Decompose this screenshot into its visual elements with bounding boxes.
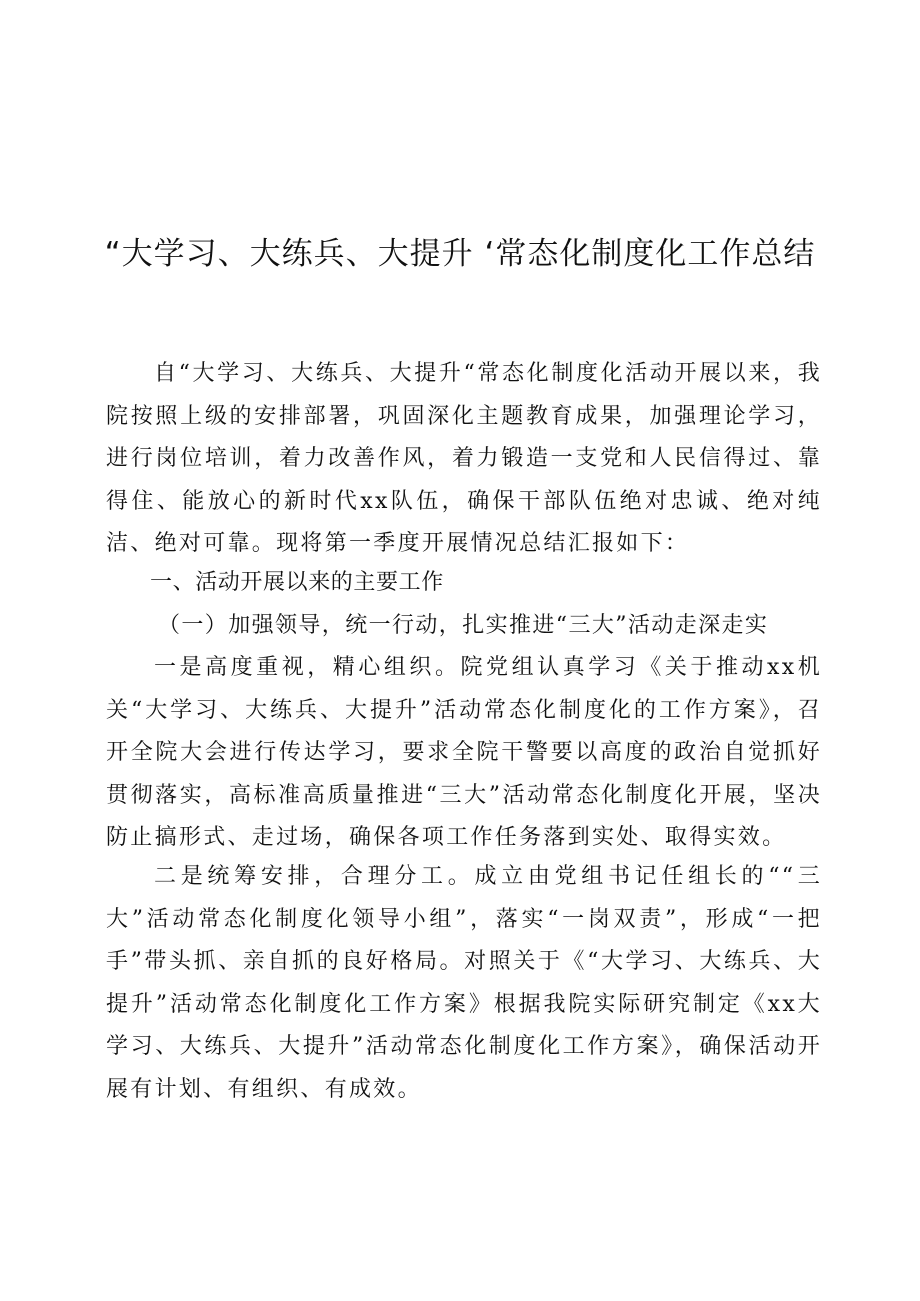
point-two-paragraph: 二是统筹安排，合理分工。成立由党组书记任组长的““三大”活动常态化制度化领导小组”，落实“一岗双责”，形成“一把手”带头抓、亲自抓的良好格局。对照关于《“大学习、大练兵、大提升”活动常态化制度化工作方案》根据我院实际研究制定《xx大学习、大练兵、大提升”活动常态化制度化工作方案》，确保活动开展有计划、有组织、有成效。 (106, 864, 822, 1102)
intro-paragraph: 自“大学习、大练兵、大提升“常态化制度化活动开展以来，我院按照上级的安排部署，巩固深化主题教育成果，加强理论学习，进行岗位培训，着力改善作风，着力锻造一支党和人民信得过、靠得住、能放心的新时代xx队伍，确保干部队伍绝对忠诚、绝对纯洁、绝对可靠。现将第一季度开展情况总结汇报如下： (106, 361, 822, 556)
subsection-heading: （一）加强领导，统一行动，扎实推进“三大”活动走深走实 (158, 613, 769, 638)
document-title: “大学习、大练兵、大提升 ‘常态化制度化工作总结 (104, 236, 816, 272)
section-heading: 一、活动开展以来的主要工作 (150, 570, 444, 595)
point-one-paragraph: 一是高度重视，精心组织。院党组认真学习《关于推动xx机关“大学习、大练兵、大提升”活动常态化制度化的工作方案》，召开全院大会进行传达学习，要求全院干警要以高度的政治自觉抓好贯彻落实，高标准高质量推进“三大”活动常态化制度化开展，坚决防止搞形式、走过场，确保各项工作任务落到实处、取得实效。 (106, 655, 822, 850)
